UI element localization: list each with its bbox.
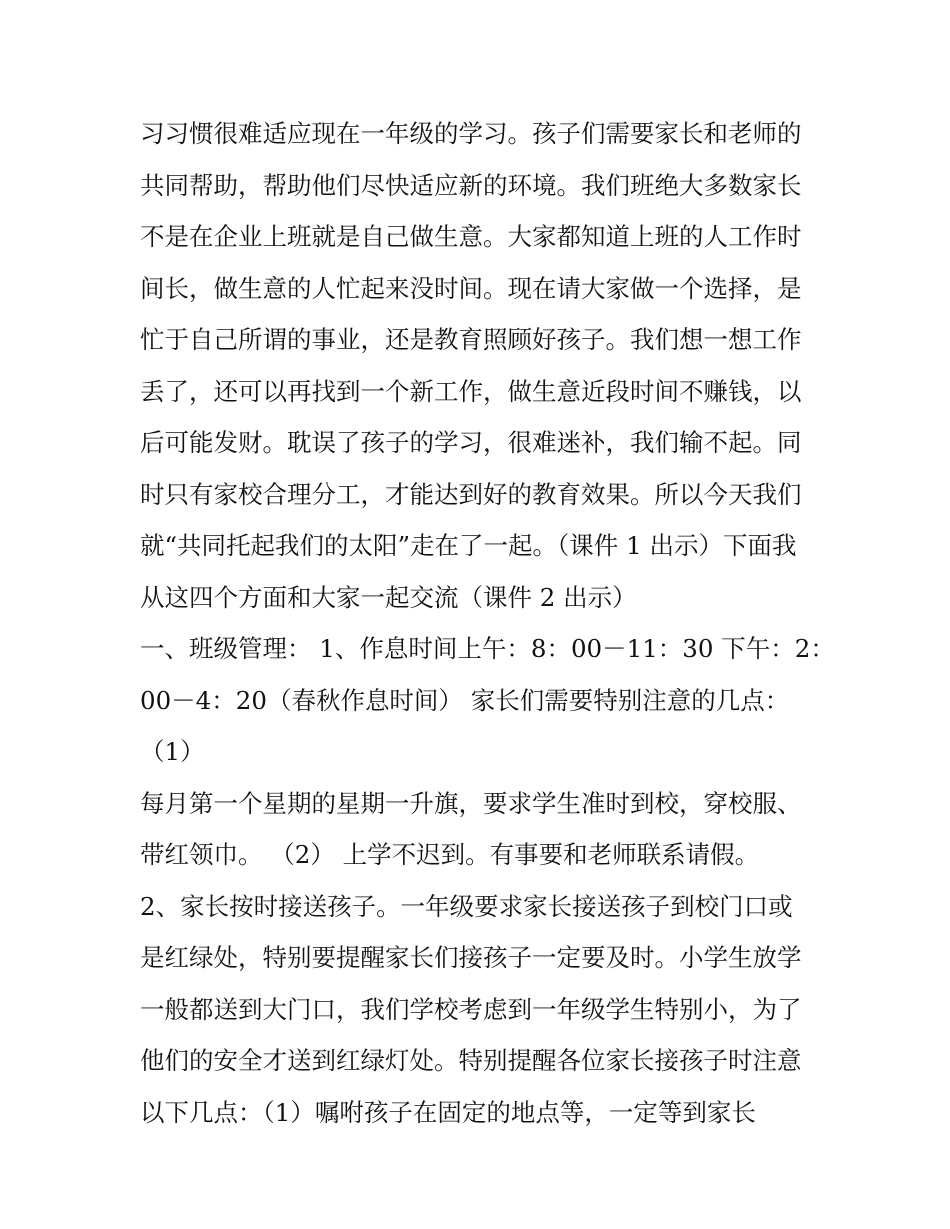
- text-line: 时只有家校合理分工，才能达到好的教育效果。所以今天我们: [140, 479, 802, 509]
- text-line: 以下几点：（1）嘱咐孩子在固定的地点等，一定等到家长: [140, 1097, 756, 1127]
- text-line: 他们的安全才送到红绿灯处。特别提醒各位家长接孩子时注意: [140, 1046, 802, 1075]
- text-line: 间长，做生意的人忙起来没时间。现在请大家做一个选择，是: [140, 273, 802, 303]
- text-line: 丢了，还可以再找到一个新工作，做生意近段时间不赚钱，以: [140, 376, 802, 406]
- text-line: 2、家长按时接送孩子。一年级要求家长接送孩子到校门口或: [140, 891, 793, 921]
- text-line: 一、班级管理： 1、作息时间上午：8：00－11：30 下午：2：: [140, 634, 835, 663]
- text-line: 从这四个方面和大家一起交流（课件 2 出示）: [140, 582, 637, 612]
- text-line: 就“共同托起我们的太阳”走在了一起。（课件 1 出示）下面我: [140, 531, 797, 560]
- text-line: 是红绿处，特别要提醒家长们接孩子一定要及时。小学生放学: [140, 943, 802, 972]
- text-line: 忙于自己所谓的事业，还是教育照顾好孩子。我们想一想工作: [140, 325, 802, 354]
- text-line: 不是在企业上班就是自己做生意。大家都知道上班的人工作时: [140, 222, 802, 251]
- text-line: 带红领巾。 （2） 上学不迟到。有事要和老师联系请假。: [140, 840, 760, 869]
- body-text: [140, 108, 835, 1138]
- text-line: （1）: [140, 737, 205, 766]
- text-line: 每月第一个星期的星期一升旗，要求学生准时到校，穿校服、: [140, 788, 802, 818]
- text-line: 后可能发财。耽误了孩子的学习，很难迷补，我们输不起。同: [140, 428, 802, 457]
- text-line: 习习惯很难适应现在一年级的学习。孩子们需要家长和老师的: [140, 119, 802, 148]
- text-line: 共同帮助，帮助他们尽快适应新的环境。我们班绝大多数家长: [140, 170, 802, 200]
- text-line: 一般都送到大门口，我们学校考虑到一年级学生特别小，为了: [140, 994, 802, 1024]
- text-line: 00－4：20（春秋作息时间） 家长们需要特别注意的几点：: [140, 685, 790, 715]
